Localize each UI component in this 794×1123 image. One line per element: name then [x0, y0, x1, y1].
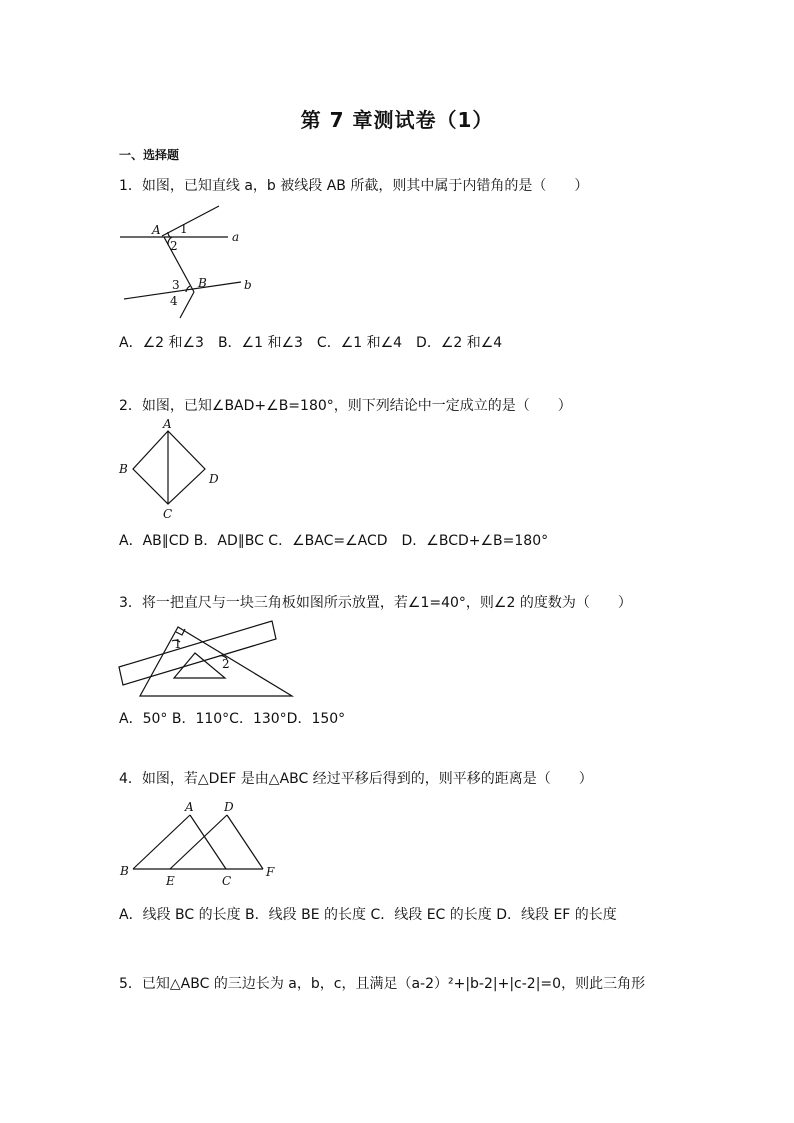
fig4-label-B: B	[120, 864, 129, 878]
fig2-label-B: B	[119, 462, 128, 476]
side-ed	[170, 815, 227, 869]
side-df	[227, 815, 263, 869]
question-4-options: A．线段 BC 的长度 B．线段 BE 的长度 C．线段 EC 的长度 D．线段 EF 的长度	[119, 907, 617, 923]
question-4-stem: 4．如图，若△DEF 是由△ABC 经过平移后得到的，则平移的距离是（ ）	[119, 771, 593, 787]
fig4-label-E: E	[166, 874, 175, 888]
question-2-stem: 2．如图，已知∠BAD+∠B=180°，则下列结论中一定成立的是（ ）	[119, 398, 572, 414]
fig1-angle-3: 3	[172, 278, 180, 292]
fig2-label-C: C	[163, 507, 173, 521]
fig4-label-F: F	[266, 865, 275, 879]
fig3-angle-1: 1	[174, 637, 182, 651]
side-ac	[190, 815, 226, 869]
fig4-label-A: A	[185, 800, 194, 814]
question-2-options: A．AB∥CD B．AD∥BC C．∠BAC=∠ACD D．∠BCD+∠B=180°	[119, 533, 549, 549]
fig2-label-A: A	[163, 417, 172, 431]
section-heading: 一、选择题	[119, 148, 180, 162]
fig1-angle-2: 2	[170, 239, 178, 253]
question-3-stem: 3．将一把直尺与一块三角板如图所示放置，若∠1=40°，则∠2 的度数为（ ）	[119, 595, 632, 611]
question-5-stem: 5．已知△ABC 的三边长为 a，b，c，且满足（a-2）²+|b-2|+|c-2|=0，则此三角形	[119, 976, 646, 992]
fig4-label-C: C	[222, 874, 232, 888]
fig1-label-b: b	[244, 278, 252, 292]
question-1-stem: 1．如图，已知直线 a，b 被线段 AB 所截，则其中属于内错角的是（ ）	[119, 178, 589, 194]
fig1-label-a: a	[232, 230, 240, 244]
fig1-label-A: A	[152, 223, 161, 237]
fig2-label-D: D	[209, 472, 219, 486]
fig1-label-B: B	[198, 276, 207, 290]
side-ba	[133, 815, 190, 869]
fig1-angle-4: 4	[170, 294, 178, 308]
question-1-options: A．∠2 和∠3 B．∠1 和∠3 C．∠1 和∠4 D．∠2 和∠4	[119, 335, 503, 351]
question-3-options: A．50° B．110°C．130°D．150°	[119, 711, 346, 727]
page-title: 第 7 章测试卷（1）	[300, 108, 494, 132]
fig1-angle-1: 1	[180, 222, 188, 236]
fig4-label-D: D	[224, 800, 234, 814]
fig3-angle-2: 2	[222, 657, 230, 671]
